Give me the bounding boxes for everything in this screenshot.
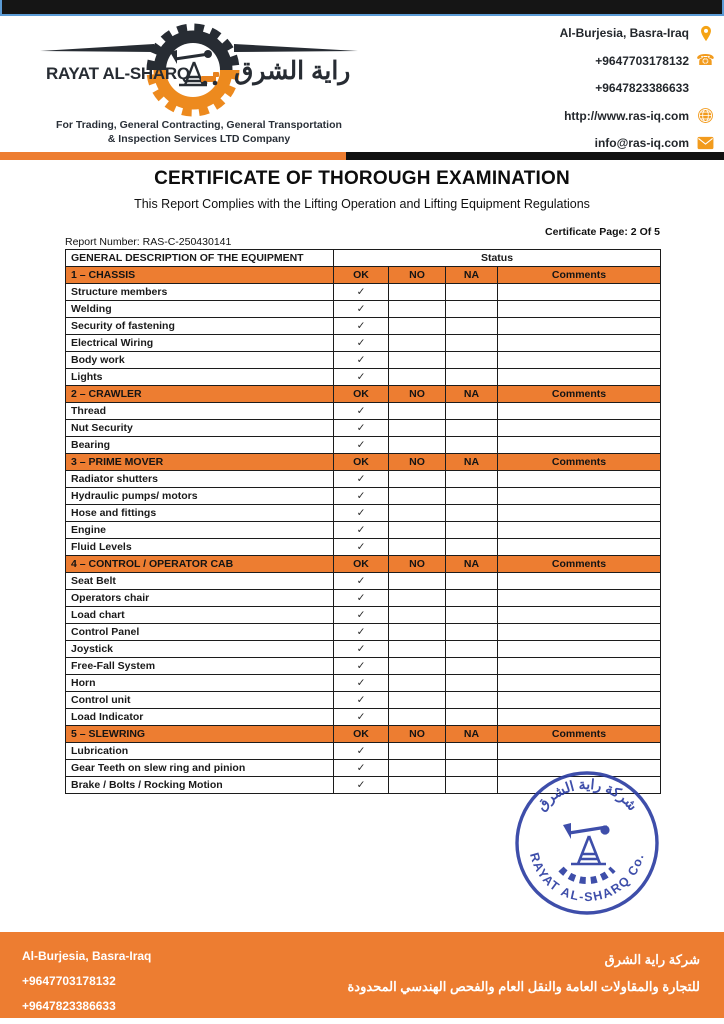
section-column-header: NO [389, 726, 446, 743]
equipment-item-row [66, 369, 661, 386]
comments-cell [498, 369, 661, 386]
comments-cell [498, 658, 661, 675]
status-ok-cell: ✓ [334, 709, 389, 726]
equipment-item-row [66, 488, 661, 505]
status-ok-cell: ✓ [334, 590, 389, 607]
contact-text: Al-Burjesia, Basra-Iraq [559, 26, 689, 40]
status-no-cell [389, 318, 446, 335]
comments-cell [498, 352, 661, 369]
status-ok-cell: ✓ [334, 352, 389, 369]
status-ok-cell: ✓ [334, 369, 389, 386]
section-column-header: NA [446, 556, 498, 573]
status-na-cell [446, 573, 498, 590]
status-no-cell [389, 692, 446, 709]
comments-cell [498, 692, 661, 709]
status-no-cell [389, 335, 446, 352]
table-header-row [66, 250, 661, 267]
status-no-cell [389, 301, 446, 318]
equipment-table [65, 249, 661, 794]
status-no-cell [389, 743, 446, 760]
section-title: 2 – CRAWLER [66, 386, 334, 403]
footer-contact-block [22, 944, 151, 1019]
logo-tagline [38, 118, 360, 146]
contact-row [444, 134, 714, 152]
item-label: Lights [66, 369, 334, 386]
contact-text: +9647703178132 [595, 53, 689, 68]
equipment-item-row [66, 437, 661, 454]
item-label: Hose and fittings [66, 505, 334, 522]
report-number [65, 236, 231, 248]
phone-icon: ☎ [696, 51, 715, 69]
footer-company-arabic-block [348, 946, 701, 1000]
comments-cell [498, 335, 661, 352]
comments-cell [498, 318, 661, 335]
status-na-cell [446, 420, 498, 437]
status-no-cell [389, 403, 446, 420]
equipment-item-row [66, 471, 661, 488]
comments-cell [498, 301, 661, 318]
comments-cell [498, 709, 661, 726]
section-header-row [66, 454, 661, 471]
stamp-gear-arc [561, 869, 613, 881]
status-no-cell [389, 352, 446, 369]
item-label: Operators chair [66, 590, 334, 607]
equipment-item-row [66, 573, 661, 590]
status-na-cell [446, 352, 498, 369]
status-na-cell [446, 318, 498, 335]
equipment-item-row [66, 505, 661, 522]
equipment-item-row [66, 709, 661, 726]
item-label: Horn [66, 675, 334, 692]
section-column-header: NO [389, 267, 446, 284]
status-no-cell [389, 573, 446, 590]
equipment-item-row [66, 318, 661, 335]
contact-row [444, 52, 714, 70]
header-contacts [444, 24, 714, 162]
top-accent-bar [0, 0, 724, 16]
status-ok-cell: ✓ [334, 335, 389, 352]
comments-cell [498, 522, 661, 539]
equipment-item-row [66, 675, 661, 692]
item-label: Body work [66, 352, 334, 369]
section-header-row [66, 726, 661, 743]
item-label: Nut Security [66, 420, 334, 437]
item-label: Security of fastening [66, 318, 334, 335]
item-label: Fluid Levels [66, 539, 334, 556]
globe-icon [697, 107, 714, 124]
equipment-item-row [66, 692, 661, 709]
svg-text:شركة راية الشرق [533, 776, 641, 814]
item-label: Engine [66, 522, 334, 539]
section-column-header: NA [446, 454, 498, 471]
envelope-icon [697, 135, 714, 152]
status-na-cell [446, 641, 498, 658]
divider-black-segment [346, 152, 724, 160]
status-na-cell [446, 369, 498, 386]
status-ok-cell: ✓ [334, 607, 389, 624]
item-label: Free-Fall System [66, 658, 334, 675]
section-title: 4 – CONTROL / OPERATOR CAB [66, 556, 334, 573]
contact-row [444, 79, 714, 97]
contact-row [444, 107, 714, 125]
status-na-cell [446, 301, 498, 318]
section-column-header: Comments [498, 386, 661, 403]
status-na-cell [446, 522, 498, 539]
item-label: Structure members [66, 284, 334, 301]
footer-arabic-line: شركة راية الشرق [604, 952, 700, 967]
contact-text: info@ras-iq.com [594, 136, 689, 150]
item-label: Radiator shutters [66, 471, 334, 488]
equipment-item-row [66, 590, 661, 607]
equipment-item-row [66, 641, 661, 658]
status-ok-cell: ✓ [334, 471, 389, 488]
section-column-header: Comments [498, 726, 661, 743]
status-no-cell [389, 437, 446, 454]
section-column-header: OK [334, 267, 389, 284]
equipment-item-row [66, 624, 661, 641]
section-column-header: OK [334, 726, 389, 743]
status-no-cell [389, 505, 446, 522]
equipment-item-row [66, 284, 661, 301]
footer-contact-line: +9647703178132 [22, 974, 116, 988]
status-ok-cell: ✓ [334, 437, 389, 454]
status-ok-cell: ✓ [334, 692, 389, 709]
contact-text: +9647823386633 [595, 81, 689, 95]
item-label: Bearing [66, 437, 334, 454]
equipment-item-row [66, 335, 661, 352]
equipment-item-row [66, 352, 661, 369]
footer-arabic-line: للتجارة والمقاولات العامة والنقل العام والفحص الهندسي المحدودة [347, 979, 700, 994]
status-na-cell [446, 471, 498, 488]
contact-row [444, 24, 714, 42]
certificate-page-number: Certificate Page: 2 Of 5 [545, 226, 660, 238]
status-ok-cell: ✓ [334, 403, 389, 420]
status-na-cell [446, 709, 498, 726]
status-ok-cell: ✓ [334, 505, 389, 522]
equipment-item-row [66, 743, 661, 760]
item-label: Load Indicator [66, 709, 334, 726]
logo-company-name-en: RAYAT AL-SHARQ [46, 64, 190, 83]
section-column-header: OK [334, 386, 389, 403]
section-header-row [66, 556, 661, 573]
status-no-cell [389, 488, 446, 505]
comments-cell [498, 607, 661, 624]
item-label: Load chart [66, 607, 334, 624]
report-number-label: Report Number: [65, 236, 140, 248]
status-na-cell [446, 777, 498, 794]
section-column-header: NA [446, 267, 498, 284]
status-na-cell [446, 760, 498, 777]
status-no-cell [389, 420, 446, 437]
header-divider-bar [0, 152, 724, 160]
status-ok-cell: ✓ [334, 573, 389, 590]
status-ok-cell: ✓ [334, 624, 389, 641]
comments-cell [498, 624, 661, 641]
status-no-cell [389, 641, 446, 658]
equipment-item-row [66, 522, 661, 539]
status-na-cell [446, 590, 498, 607]
status-na-cell [446, 607, 498, 624]
item-label: Welding [66, 301, 334, 318]
logo-tagline-line1: For Trading, General Contracting, General Transportation [56, 119, 342, 131]
section-title: 5 – SLEWRING [66, 726, 334, 743]
section-column-header: Comments [498, 556, 661, 573]
item-label: Control Panel [66, 624, 334, 641]
status-ok-cell: ✓ [334, 488, 389, 505]
company-logo [38, 18, 360, 152]
report-number-value: RAS-C-250430141 [142, 236, 232, 248]
status-ok-cell: ✓ [334, 301, 389, 318]
comments-cell [498, 573, 661, 590]
page-footer [0, 932, 724, 1018]
item-label: Gear Teeth on slew ring and pinion [66, 760, 334, 777]
comments-cell [498, 403, 661, 420]
status-na-cell [446, 675, 498, 692]
equipment-item-row [66, 403, 661, 420]
equipment-item-row [66, 607, 661, 624]
status-ok-cell: ✓ [334, 743, 389, 760]
section-column-header: NA [446, 726, 498, 743]
status-ok-cell: ✓ [334, 658, 389, 675]
comments-cell [498, 590, 661, 607]
company-stamp [512, 768, 662, 918]
equipment-item-row [66, 658, 661, 675]
item-label: Joystick [66, 641, 334, 658]
item-label: Seat Belt [66, 573, 334, 590]
comments-cell [498, 743, 661, 760]
comments-cell [498, 284, 661, 301]
status-no-cell [389, 471, 446, 488]
status-na-cell [446, 539, 498, 556]
status-no-cell [389, 284, 446, 301]
status-no-cell [389, 777, 446, 794]
comments-cell [498, 641, 661, 658]
status-no-cell [389, 522, 446, 539]
footer-contact-line: Al-Burjesia, Basra-Iraq [22, 949, 152, 963]
footer-contact-line: +9647823386633 [22, 999, 116, 1013]
comments-cell [498, 437, 661, 454]
logo-tagline-line2: & Inspection Services LTD Company [107, 133, 291, 145]
status-na-cell [446, 505, 498, 522]
section-column-header: OK [334, 556, 389, 573]
status-no-cell [389, 369, 446, 386]
status-no-cell [389, 624, 446, 641]
logo-company-name-ar: راية الشرق [234, 57, 351, 85]
status-na-cell [446, 743, 498, 760]
item-label: Thread [66, 403, 334, 420]
comments-cell [498, 420, 661, 437]
equipment-item-row [66, 539, 661, 556]
status-no-cell [389, 607, 446, 624]
page-title: CERTIFICATE OF THOROUGH EXAMINATION [154, 168, 570, 189]
divider-orange-segment [0, 152, 346, 160]
item-label: Lubrication [66, 743, 334, 760]
item-label: Control unit [66, 692, 334, 709]
table-header-description: GENERAL DESCRIPTION OF THE EQUIPMENT [66, 250, 334, 267]
comments-cell [498, 505, 661, 522]
status-na-cell [446, 335, 498, 352]
section-column-header: NO [389, 386, 446, 403]
status-no-cell [389, 590, 446, 607]
status-no-cell [389, 539, 446, 556]
comments-cell [498, 539, 661, 556]
status-no-cell [389, 675, 446, 692]
status-na-cell [446, 403, 498, 420]
status-no-cell [389, 709, 446, 726]
comments-cell [498, 488, 661, 505]
section-column-header: NO [389, 556, 446, 573]
item-label: Hydraulic pumps/ motors [66, 488, 334, 505]
section-column-header: OK [334, 454, 389, 471]
status-na-cell [446, 692, 498, 709]
section-column-header: NO [389, 454, 446, 471]
comments-cell [498, 675, 661, 692]
status-na-cell [446, 658, 498, 675]
icon-placeholder [697, 80, 714, 97]
page-subtitle: This Report Complies with the Lifting Operation and Lifting Equipment Regulations [134, 197, 590, 211]
status-na-cell [446, 437, 498, 454]
status-no-cell [389, 658, 446, 675]
section-header-row [66, 386, 661, 403]
section-title: 1 – CHASSIS [66, 267, 334, 284]
status-ok-cell: ✓ [334, 318, 389, 335]
equipment-table-body [66, 267, 661, 794]
status-na-cell [446, 488, 498, 505]
status-na-cell [446, 284, 498, 301]
status-ok-cell: ✓ [334, 760, 389, 777]
status-no-cell [389, 760, 446, 777]
item-label: Electrical Wiring [66, 335, 334, 352]
section-title: 3 – PRIME MOVER [66, 454, 334, 471]
comments-cell [498, 471, 661, 488]
item-label: Brake / Bolts / Rocking Motion [66, 777, 334, 794]
section-column-header: Comments [498, 267, 661, 284]
status-ok-cell: ✓ [334, 675, 389, 692]
equipment-item-row [66, 301, 661, 318]
location-pin-icon [697, 25, 714, 42]
section-header-row [66, 267, 661, 284]
contact-text: http://www.ras-iq.com [564, 108, 689, 123]
status-ok-cell: ✓ [334, 539, 389, 556]
status-ok-cell: ✓ [334, 420, 389, 437]
equipment-item-row [66, 420, 661, 437]
table-header-status: Status [334, 250, 661, 267]
section-column-header: Comments [498, 454, 661, 471]
section-column-header: NA [446, 386, 498, 403]
status-ok-cell: ✓ [334, 777, 389, 794]
stamp-english-text: RAYAT AL-SHARQ Co. [526, 851, 647, 905]
status-na-cell [446, 624, 498, 641]
status-ok-cell: ✓ [334, 641, 389, 658]
stamp-arabic-text: شركة راية الشرق [532, 775, 641, 814]
status-ok-cell: ✓ [334, 522, 389, 539]
status-ok-cell: ✓ [334, 284, 389, 301]
